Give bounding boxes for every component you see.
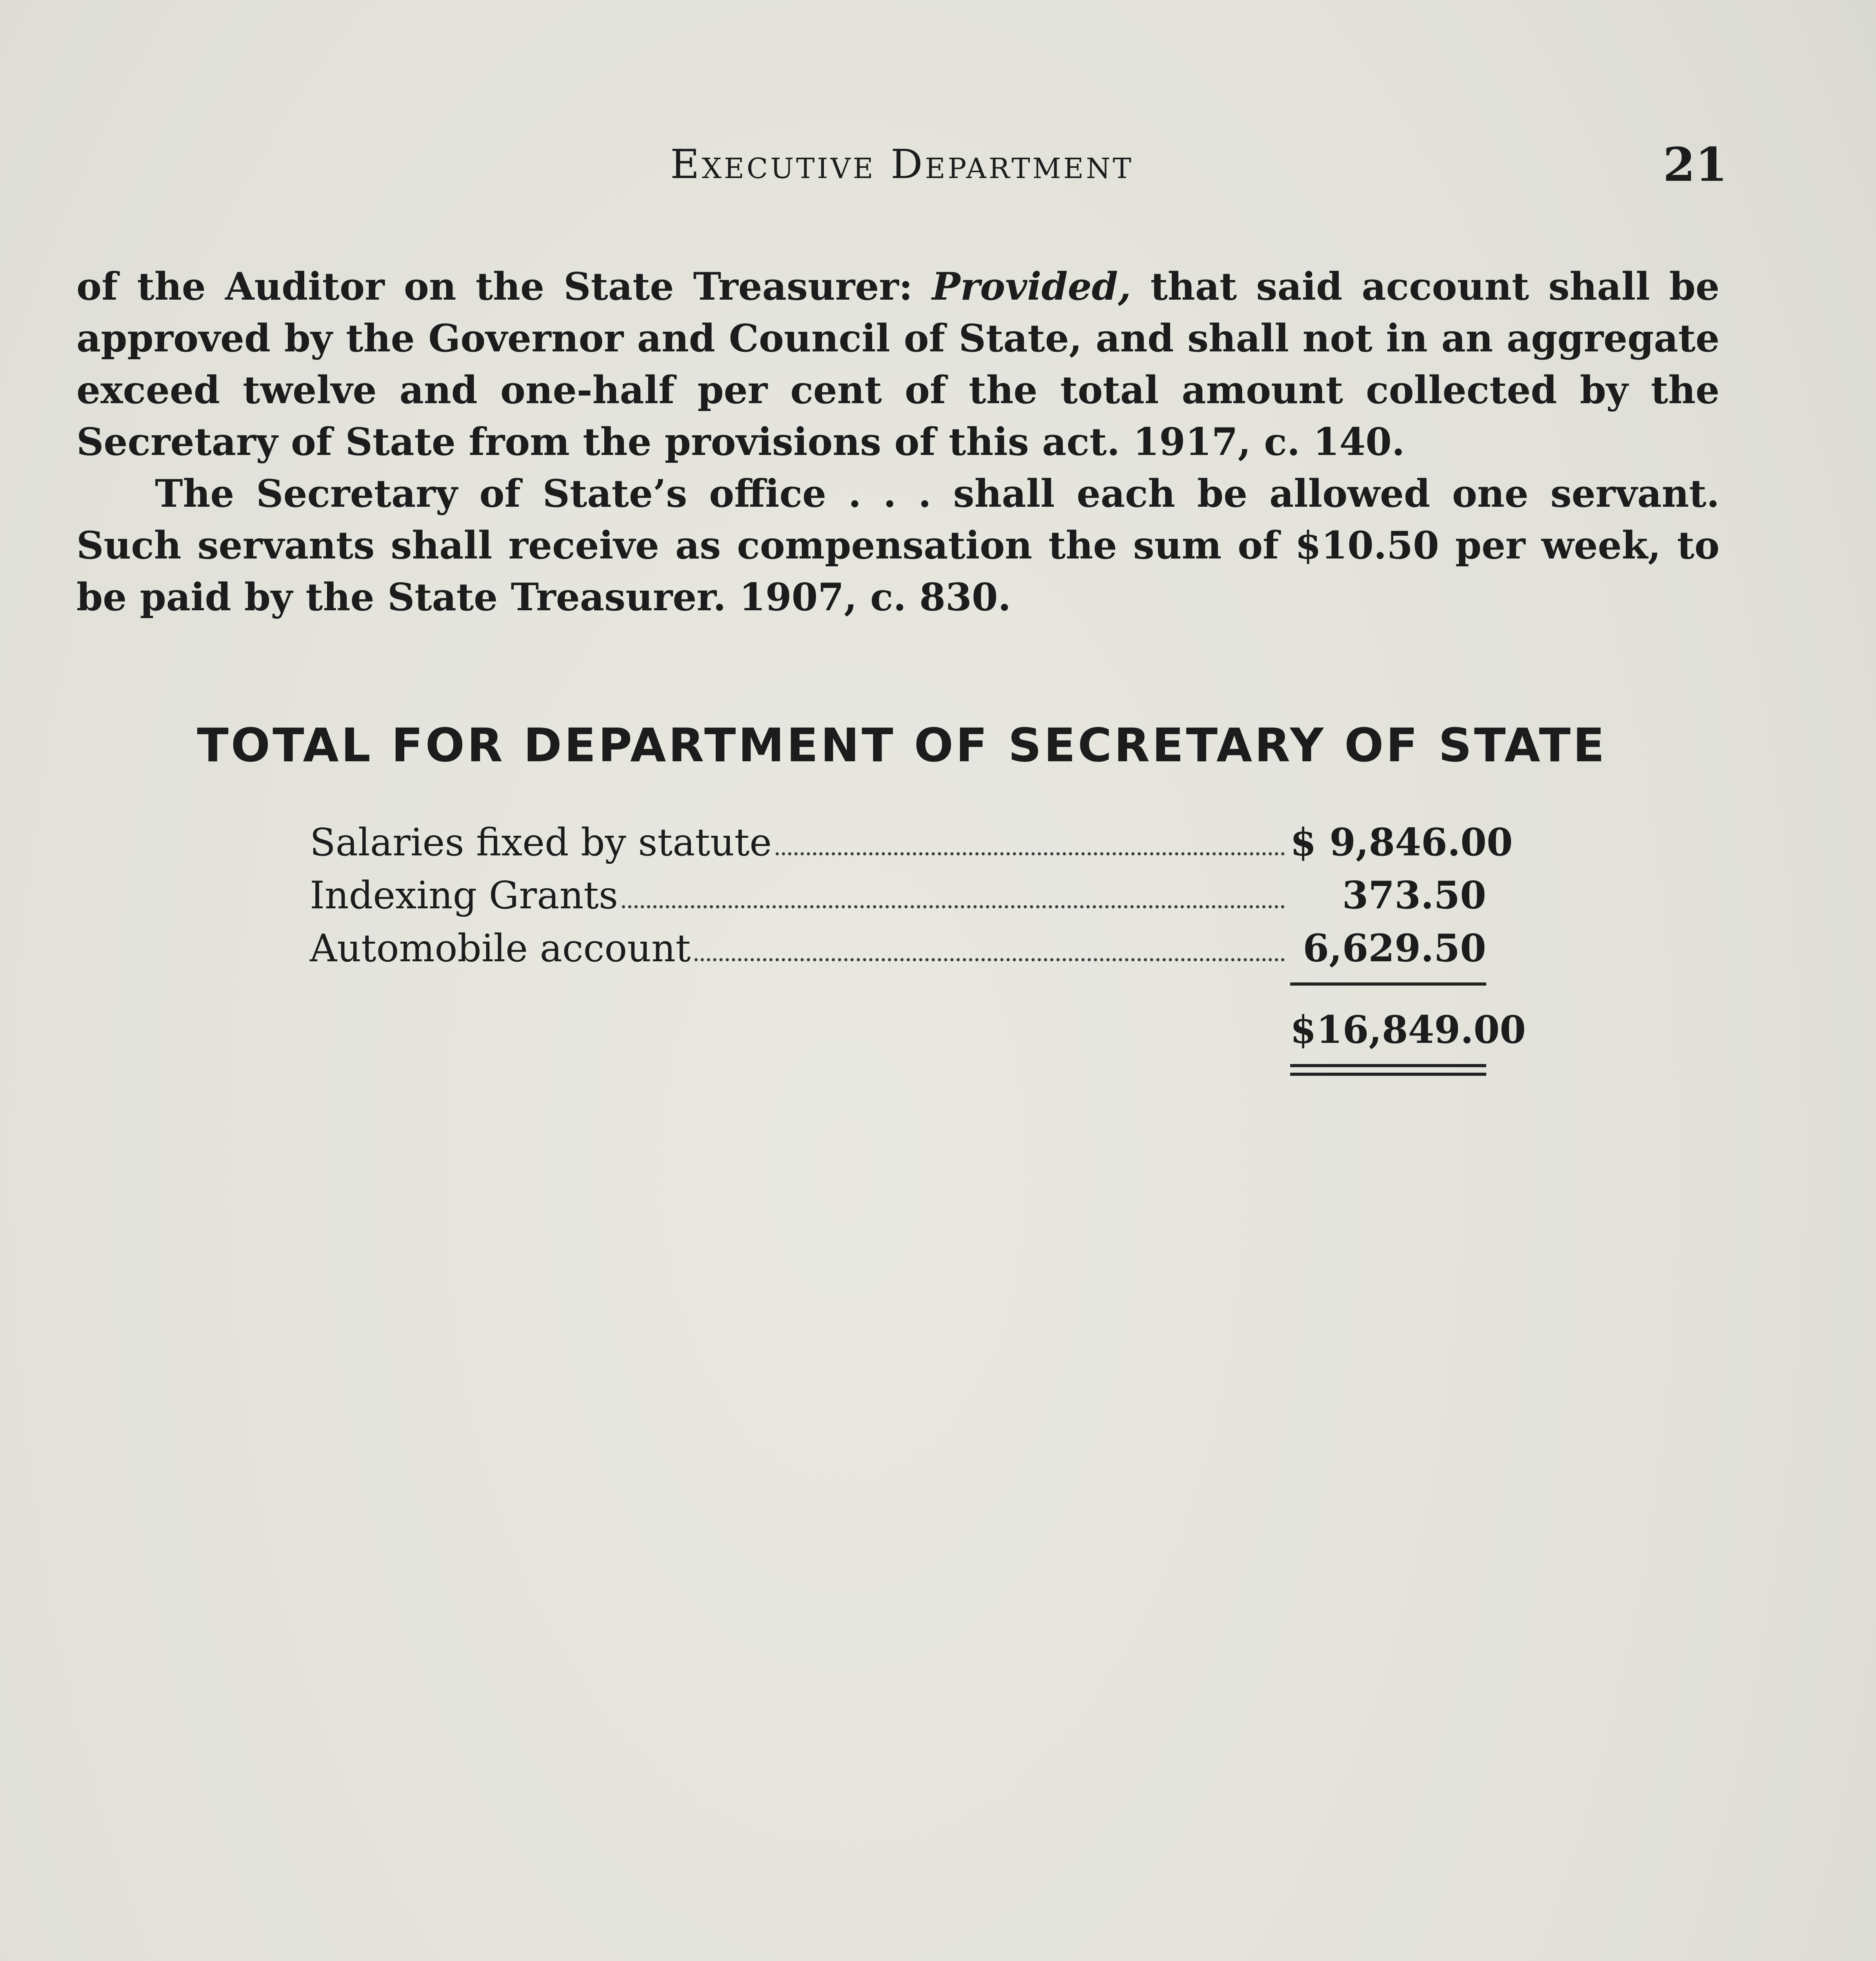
ledger-amount: $ 9,846.00: [1290, 820, 1513, 864]
section-heading: TOTAL FOR DEPARTMENT OF SECRETARY OF STATE: [197, 718, 1607, 772]
ledger-amount: 373.50: [1342, 873, 1486, 917]
double-rule: [1290, 1064, 1486, 1076]
ledger-label: Automobile account: [310, 926, 691, 970]
ledger-label: Indexing Grants: [310, 873, 618, 917]
ledger-row: [310, 816, 1513, 869]
sum-rule: [1290, 982, 1486, 986]
ledger-amount: 6,629.50: [1303, 926, 1486, 970]
page-number: 21: [1663, 137, 1727, 192]
dot-leader: [694, 958, 1285, 961]
ledger-row: [310, 922, 1486, 975]
paragraph-1: [76, 261, 1720, 468]
body-text: [76, 261, 1720, 623]
ledger-label: Salaries fixed by statute: [310, 820, 772, 864]
paragraph-1-start: of the Auditor on the State Treasurer:: [76, 264, 932, 309]
running-title: Executive Department: [670, 141, 1134, 188]
paragraph-1-end: that said account shall be approved by the Governor and Council of State, and shall not in an aggregate exceed twelve and one-half per cent of the total amount collected by the Secretary of State from the provisions of this act. 1917, c. 140.: [76, 264, 1720, 464]
paragraph-1-italic: Provided,: [932, 264, 1131, 309]
dot-leader: [776, 852, 1285, 855]
ledger-row: [310, 869, 1486, 922]
total-amount: $16,849.00: [1290, 1008, 1526, 1052]
paragraph-2: The Secretary of State’s office . . . shall each be allowed one servant. Such servants shall receive as compensation the sum of $10.50 per week, to be paid by the State Treasurer. 1907, c. 830.: [76, 471, 1720, 619]
running-head: [76, 135, 1727, 194]
ledger-table: [310, 816, 1526, 1076]
dot-leader: [622, 905, 1285, 908]
total-row: [310, 1003, 1526, 1056]
